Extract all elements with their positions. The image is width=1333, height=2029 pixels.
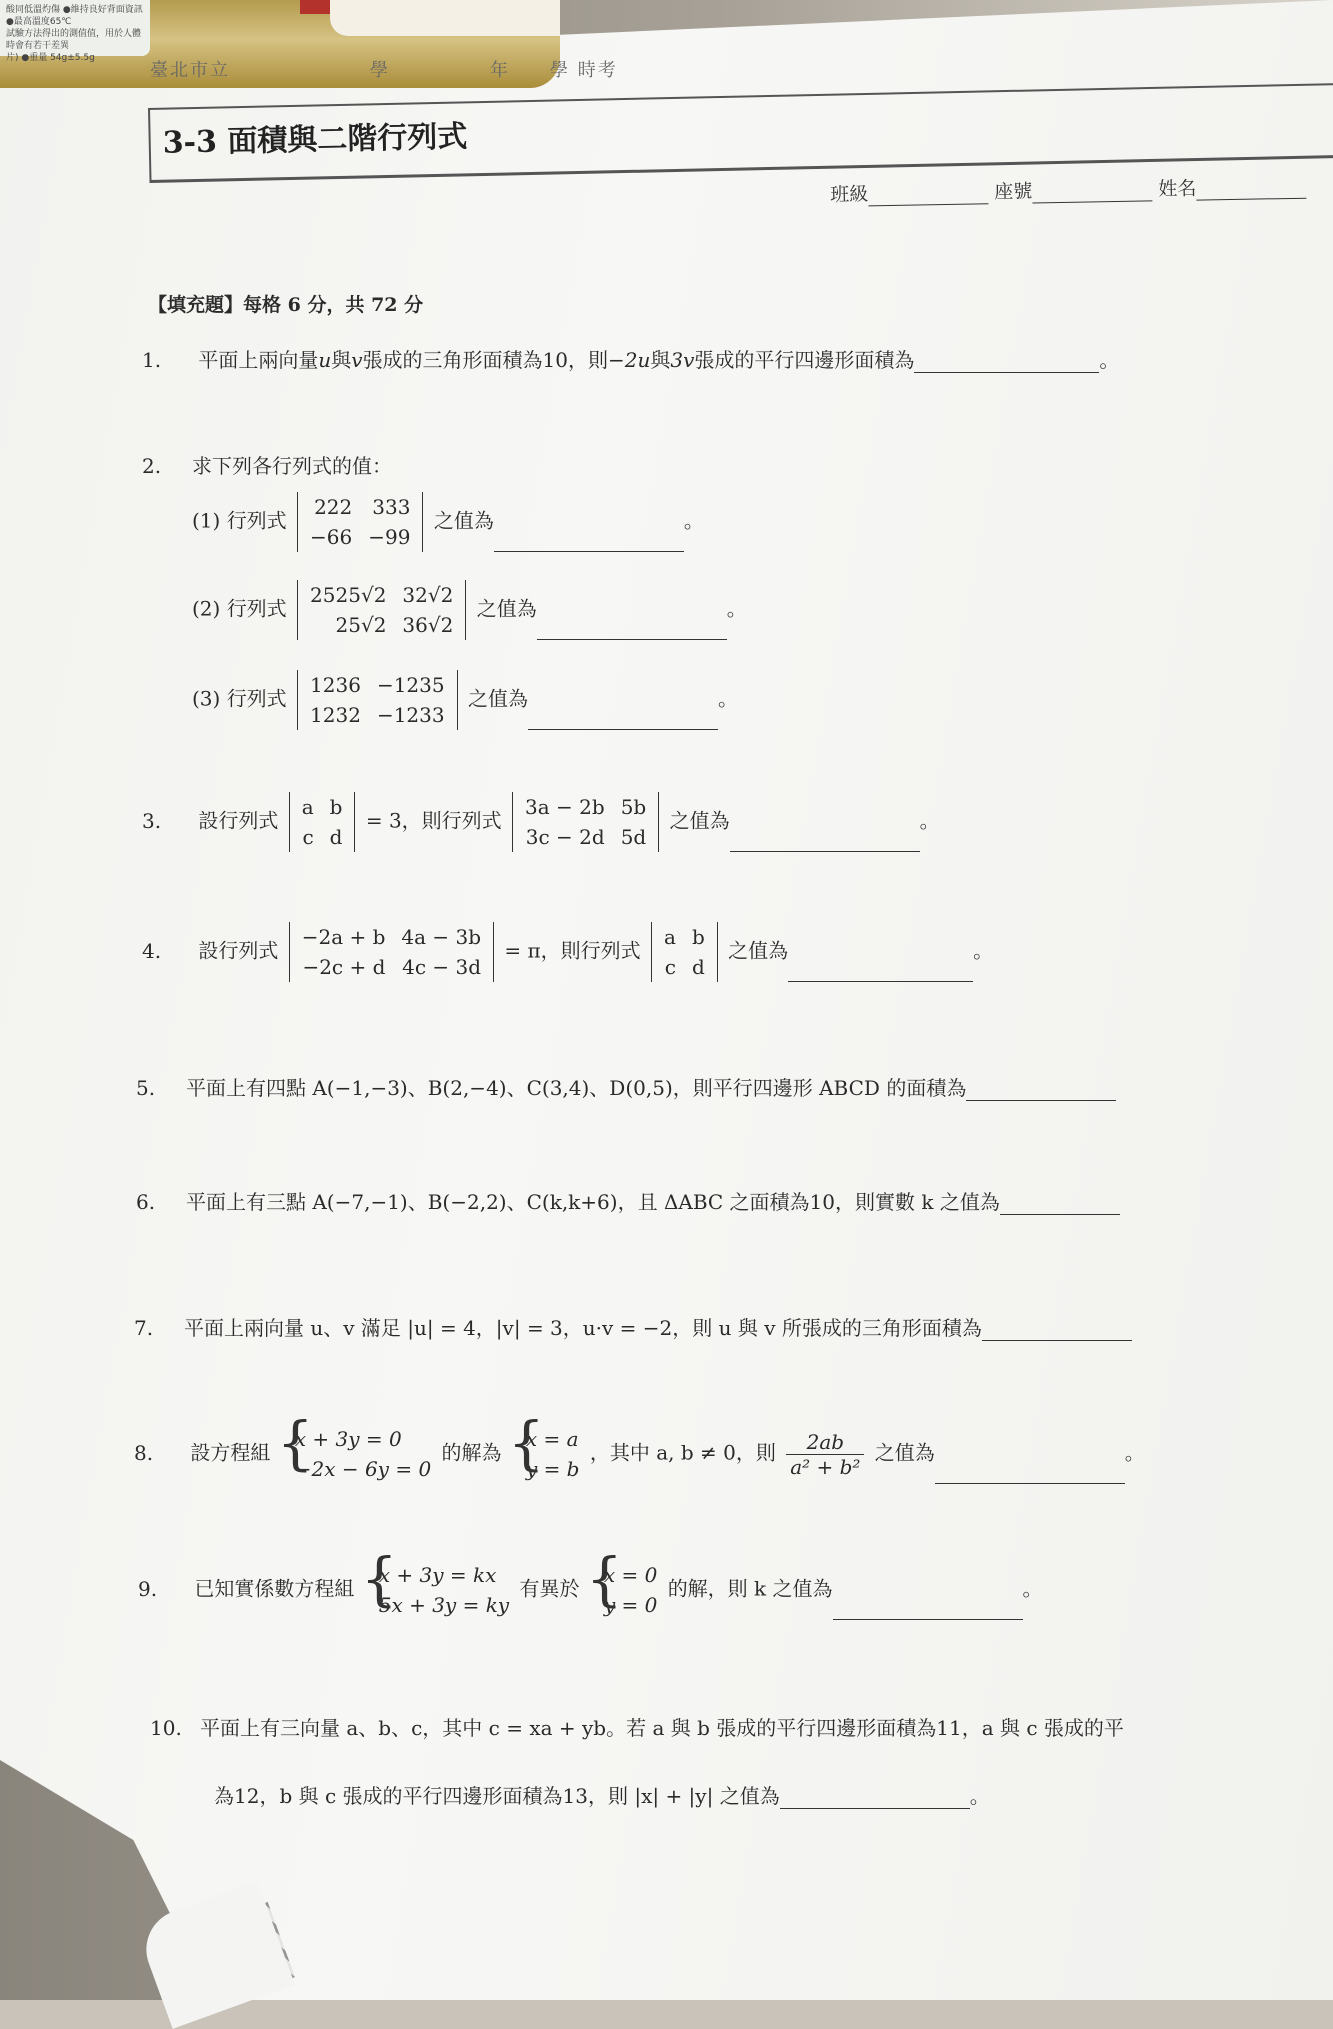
suffix: 的解，則 k 之值為 (667, 1576, 833, 1601)
equation-system (365, 1560, 509, 1620)
q1-text: 平面上兩向量 (198, 348, 319, 372)
numerator: 2ab (786, 1430, 864, 1455)
period: 。 (969, 1784, 990, 1808)
det-entry: 32√2 (402, 583, 454, 607)
det-entry: 25√2 (335, 613, 387, 637)
suffix: 之值為 (476, 596, 537, 621)
period: 。 (717, 686, 738, 711)
answer-blank[interactable] (730, 831, 920, 852)
answer-blank[interactable] (528, 709, 718, 730)
q5-text: 平面上有四點 A(−1,−3)、B(2,−4)、C(3,4)、D(0,5)，則平行四邊形 ABCD 的面積為 (186, 1076, 967, 1100)
equation: { x + 3y = kx (378, 1563, 497, 1587)
det-entry: b (329, 795, 343, 819)
question-number: 9. (138, 1576, 158, 1601)
determinant (297, 580, 466, 640)
det-entry: d (691, 955, 705, 979)
det-entry: 5b (620, 795, 647, 819)
determinant (297, 492, 423, 552)
equation: 5x + 3y = ky (378, 1593, 510, 1617)
det-entry: 5d (620, 825, 647, 849)
answer-blank[interactable] (780, 1788, 970, 1809)
question-2-part-3 (192, 670, 738, 730)
answer-blank[interactable] (982, 1320, 1132, 1341)
question-number: 10. (150, 1716, 182, 1740)
det-entry: 4a − 3b (401, 925, 482, 949)
solution-system (512, 1424, 580, 1484)
q8-text: 的解為 (441, 1440, 502, 1465)
question-number: 7. (134, 1316, 154, 1340)
answer-blank[interactable] (935, 1463, 1125, 1484)
question-1 (142, 344, 1119, 373)
vector-3v: 3v (670, 348, 695, 372)
question-2 (142, 450, 392, 479)
period: 。 (919, 808, 940, 833)
equation: { x + 3y = 0 (294, 1427, 402, 1451)
answer-blank[interactable] (788, 961, 973, 982)
det-entry: −2a + b (301, 925, 386, 949)
question-2-part-2 (192, 580, 747, 640)
q10-text: 為12，b 與 c 張成的平行四邊形面積為13，則 |x| + |y| 之值為 (214, 1784, 780, 1808)
part-label: (2) 行列式 (192, 596, 287, 621)
vector-v: v (351, 348, 363, 372)
label-line: 片) ●重量 54g±5.5g (6, 53, 95, 63)
solution-system (590, 1560, 658, 1620)
question-4 (142, 922, 993, 982)
q4-text: 設行列式 (198, 938, 279, 963)
question-9 (138, 1560, 1043, 1620)
q4-text: = π，則行列式 (504, 938, 641, 963)
question-5 (136, 1072, 1116, 1101)
q6-text: 平面上有三點 A(−7,−1)、B(−2,2)、C(k,k+6)，且 ΔABC 之面積為10，則實數 k 之值為 (186, 1190, 1000, 1214)
class-label: 班級 (830, 183, 869, 206)
suffix: 之值為 (433, 508, 494, 533)
det-entry: 222 (314, 495, 353, 519)
question-10 (150, 1712, 1124, 1741)
q8-text: ，其中 a, b ≠ 0，則 (589, 1440, 776, 1465)
det-entry: 2525√2 (310, 583, 387, 607)
question-8 (134, 1424, 1145, 1484)
q7-text: 平面上兩向量 u、v 滿足 |u| = 4，|v| = 3，u·v = −2，則 u 與 v 所張成的三角形面積為 (184, 1316, 982, 1340)
vector-neg2u: −2u (608, 348, 651, 372)
equation: y = b (525, 1457, 580, 1481)
equation: { x = a (525, 1427, 579, 1451)
equation: −2x − 6y = 0 (294, 1457, 432, 1481)
q8-text: 設方程組 (190, 1440, 271, 1465)
answer-blank[interactable] (494, 531, 684, 552)
question-number: 4. (142, 938, 162, 963)
q1-text: 與 (331, 348, 352, 372)
period: 。 (1124, 1440, 1145, 1465)
det-entry: −1233 (376, 703, 445, 727)
period: 。 (973, 938, 994, 963)
question-number: 5. (136, 1076, 156, 1100)
period: 。 (1022, 1576, 1043, 1601)
period: 。 (683, 508, 704, 533)
equation-system (281, 1424, 431, 1484)
answer-blank[interactable] (966, 1080, 1116, 1101)
det-entry: a (664, 925, 676, 949)
determinant (651, 922, 718, 982)
det-entry: −99 (368, 525, 411, 549)
det-entry: c (664, 955, 676, 979)
det-entry: b (691, 925, 705, 949)
det-entry: 1236 (310, 673, 361, 697)
question-10-continued (214, 1780, 990, 1809)
denominator: a² + b² (790, 1454, 861, 1479)
q10-text: 平面上有三向量 a、b、c，其中 c = xa + yb。若 a 與 b 張成的平行四邊形面積為11，a 與 c 張成的平 (200, 1716, 1124, 1740)
determinant (289, 922, 494, 982)
question-2-part-1 (192, 492, 704, 552)
det-entry: a (301, 795, 314, 819)
det-entry: 36√2 (402, 613, 454, 637)
answer-blank[interactable] (537, 619, 727, 640)
q2-text: 求下列各行列式的值： (192, 454, 392, 478)
q9-text: 有異於 (519, 1576, 580, 1601)
equation: y = 0 (603, 1593, 658, 1617)
q1-text: 張成的三角形面積為10，則 (362, 348, 609, 372)
q3-text: = 3，則行列式 (365, 808, 502, 833)
fraction (786, 1430, 864, 1479)
part-label: (1) 行列式 (192, 508, 287, 533)
equation: { x = 0 (603, 1563, 658, 1587)
question-number: 8. (134, 1440, 154, 1465)
det-entry: 4c − 3d (402, 955, 482, 979)
question-number: 6. (136, 1190, 156, 1214)
suffix: 之值為 (669, 808, 730, 833)
period: 。 (726, 596, 747, 621)
question-number: 2. (142, 454, 162, 478)
question-6 (136, 1186, 1120, 1215)
section-header: 【填充題】每格 6 分，共 72 分 (148, 294, 424, 316)
q1-text: 與 (650, 348, 671, 372)
period: 。 (1099, 348, 1120, 372)
q9-text: 已知實係數方程組 (194, 1576, 355, 1601)
determinant (289, 792, 356, 852)
suffix: 之值為 (728, 938, 789, 963)
page-title: 3-3 面積與二階行列式 (162, 119, 468, 161)
exam-header-strip: 臺北市立 學 年 學 時考 (150, 60, 618, 81)
seat-label: 座號 (994, 180, 1033, 204)
q3-text: 設行列式 (198, 808, 279, 833)
vector-u: u (318, 348, 332, 372)
determinant (512, 792, 659, 852)
question-number: 3. (142, 808, 162, 833)
suffix: 之值為 (467, 686, 528, 711)
question-7 (134, 1312, 1132, 1341)
det-entry: −1235 (376, 673, 445, 697)
det-entry: d (329, 825, 343, 849)
det-entry: 3a − 2b (525, 795, 605, 819)
label-line: 酸同低溫灼傷 ●維持良好背面資訊 ●最高溫度65℃ (6, 5, 143, 27)
question-number: 1. (142, 348, 162, 372)
label-line: 試驗方法得出的測值值，用於人體時會有若干差異 (6, 29, 142, 51)
answer-blank[interactable] (1000, 1194, 1120, 1215)
det-entry: −66 (310, 525, 353, 549)
suffix: 之值為 (874, 1440, 935, 1465)
det-entry: c (302, 825, 314, 849)
question-3 (142, 792, 940, 852)
answer-blank[interactable] (833, 1599, 1023, 1620)
answer-blank[interactable] (914, 352, 1099, 373)
part-label: (3) 行列式 (192, 686, 287, 711)
name-label: 姓名 (1158, 177, 1197, 201)
det-entry: 333 (372, 495, 411, 519)
det-entry: 3c − 2d (525, 825, 605, 849)
determinant (297, 670, 458, 730)
det-entry: −2c + d (302, 955, 386, 979)
q1-text: 張成的平行四邊形面積為 (694, 348, 915, 372)
det-entry: 1232 (310, 703, 361, 727)
